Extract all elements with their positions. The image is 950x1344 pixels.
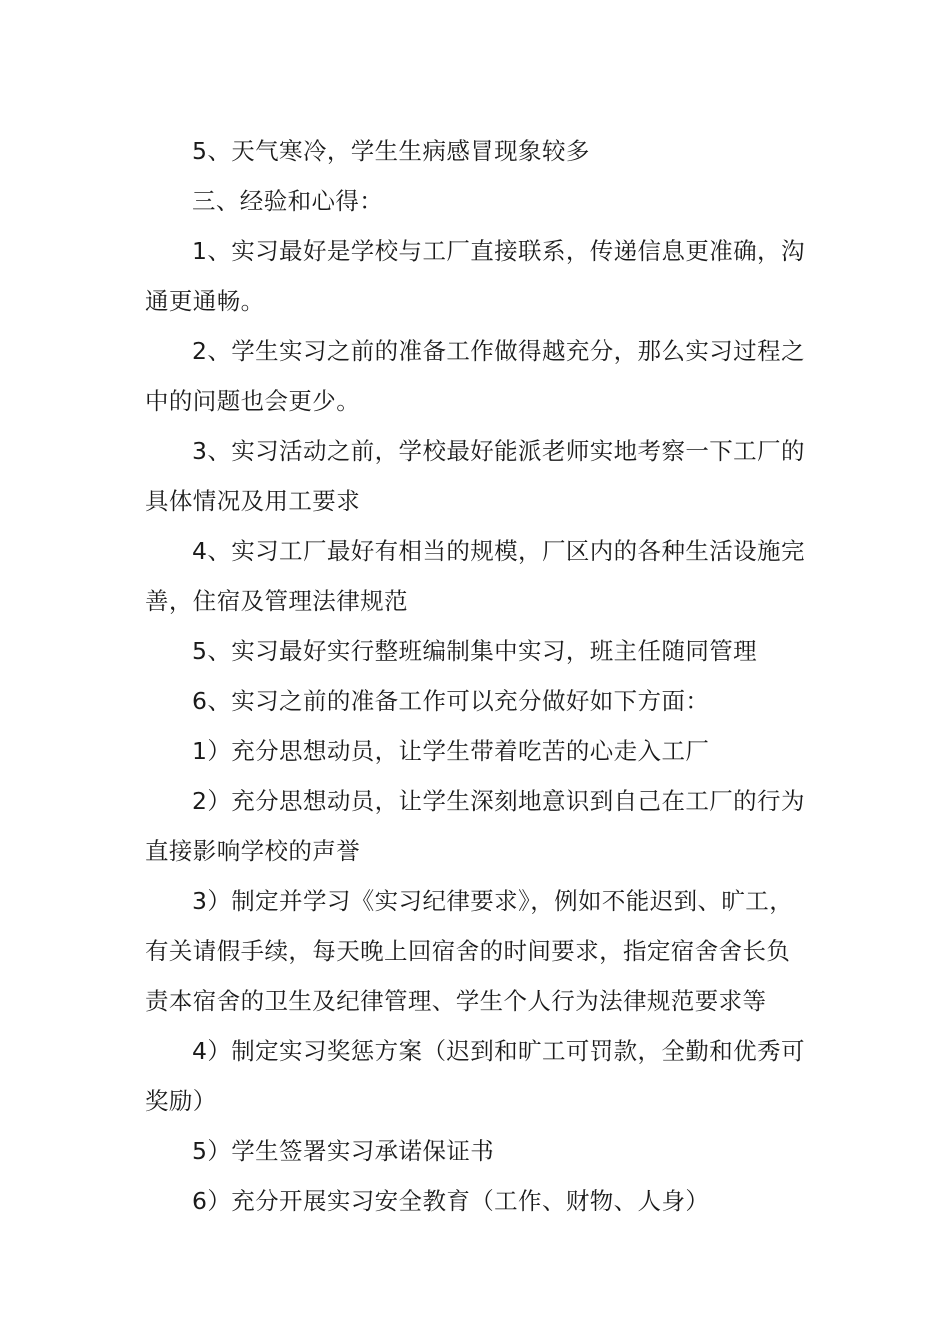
paragraph-subitem-3 [145,876,810,1026]
paragraph-line: 有关请假手续，每天晚上回宿舍的时间要求，指定宿舍舍长负 [145,937,791,965]
paragraph-item-4 [145,526,810,626]
paragraph-line: 中的问题也会更少。 [145,387,361,415]
paragraph-line: 三、经验和心得： [192,187,384,215]
paragraph-line: 5、实习最好实行整班编制集中实习，班主任随同管理 [192,637,758,665]
paragraph-line: 5、天气寒冷，学生生病感冒现象较多 [192,137,590,165]
paragraph-line: 责本宿舍的卫生及纪律管理、学生个人行为法律规范要求等 [145,987,767,1015]
paragraph-item-1 [145,226,810,326]
paragraph-subitem-6 [145,1176,810,1226]
paragraph-line: 4、实习工厂最好有相当的规模，厂区内的各种生活设施完 [192,537,805,565]
paragraph-subitem-5 [145,1126,810,1176]
paragraph-item-2 [145,326,810,426]
paragraph-line: 3）制定并学习《实习纪律要求》，例如不能迟到、旷工， [192,887,794,915]
paragraph-item-6 [145,676,810,726]
paragraph-line: 5）学生签署实习承诺保证书 [192,1137,495,1165]
paragraph-line: 6、实习之前的准备工作可以充分做好如下方面： [192,687,710,715]
paragraph-weather [145,126,810,176]
paragraph-line: 1）充分思想动员，让学生带着吃苦的心走入工厂 [192,737,710,765]
paragraph-line: 1、实习最好是学校与工厂直接联系，传递信息更准确，沟 [192,237,805,265]
paragraph-line: 通更通畅。 [145,287,265,315]
paragraph-line: 4）制定实习奖惩方案（迟到和旷工可罚款，全勤和优秀可 [192,1037,805,1065]
paragraph-item-5 [145,626,810,676]
paragraph-item-3 [145,426,810,526]
paragraph-line: 具体情况及用工要求 [145,487,361,515]
paragraph-line: 奖励） [145,1087,217,1115]
paragraph-line: 直接影响学校的声誉 [145,837,361,865]
section-heading-experience [145,176,810,226]
paragraph-line: 2、学生实习之前的准备工作做得越充分，那么实习过程之 [192,337,805,365]
paragraph-subitem-1 [145,726,810,776]
paragraph-line: 善，住宿及管理法律规范 [145,587,408,615]
paragraph-line: 3、实习活动之前，学校最好能派老师实地考察一下工厂的 [192,437,805,465]
paragraph-subitem-4 [145,1026,810,1126]
document-body [145,126,810,1226]
paragraph-subitem-2 [145,776,810,876]
paragraph-line: 6）充分开展实习安全教育（工作、财物、人身） [192,1187,710,1215]
paragraph-line: 2）充分思想动员，让学生深刻地意识到自己在工厂的行为 [192,787,805,815]
